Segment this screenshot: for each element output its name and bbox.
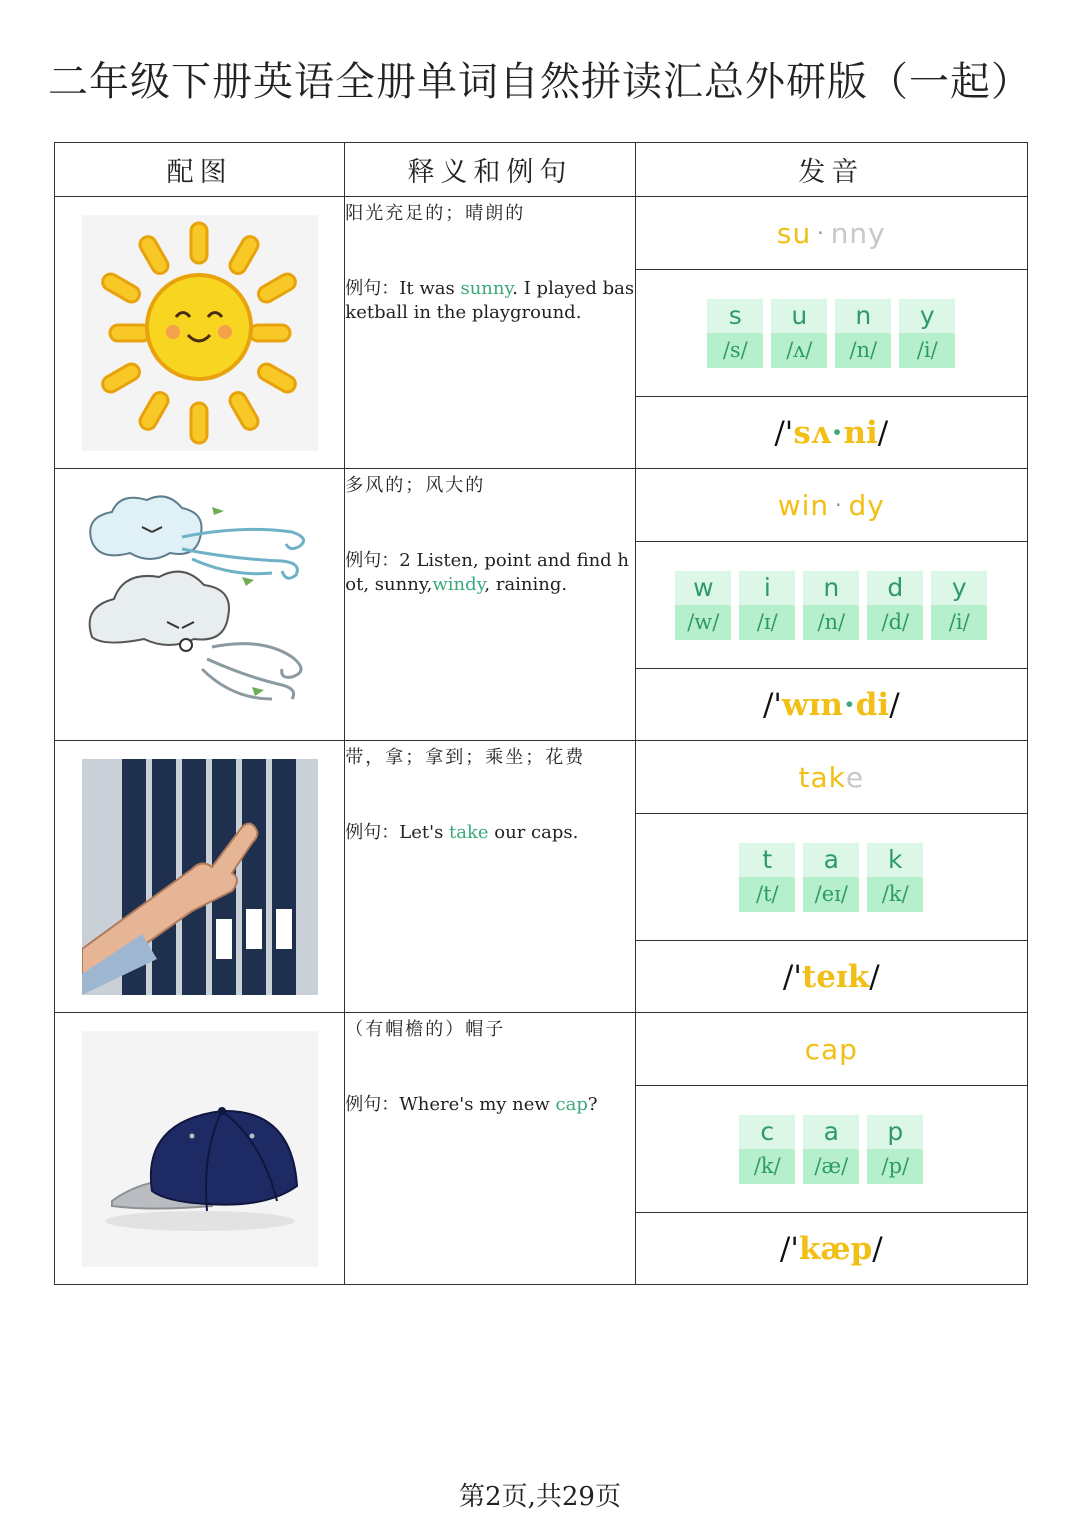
phonics-tile bbox=[739, 843, 795, 912]
meaning-text: （有帽檐的）帽子 bbox=[345, 1019, 506, 1040]
tile-phoneme: /n/ bbox=[803, 605, 859, 640]
ipa-close: / bbox=[872, 1230, 883, 1267]
example-keyword: windy bbox=[432, 574, 485, 595]
phonics-tile bbox=[739, 1115, 795, 1184]
ipa-transcription bbox=[636, 1213, 1027, 1284]
ipa-open: /' bbox=[782, 958, 802, 995]
pronunciation-cell bbox=[635, 741, 1027, 1013]
syllable-dot: · bbox=[817, 221, 825, 245]
phonics-tile bbox=[867, 843, 923, 912]
example-prefix: 例句： bbox=[345, 550, 400, 571]
tile-letter: d bbox=[867, 571, 923, 605]
ipa-close: / bbox=[869, 958, 880, 995]
phonics-tile bbox=[835, 299, 891, 368]
cap-icon bbox=[82, 1031, 318, 1267]
tile-letter: u bbox=[771, 299, 827, 333]
example-after: . I played basketball in the playground. bbox=[345, 278, 635, 323]
phonics-tiles bbox=[636, 270, 1027, 397]
ipa-open: /' bbox=[774, 414, 794, 451]
tile-phoneme: /eɪ/ bbox=[803, 877, 859, 912]
tile-letter: y bbox=[931, 571, 987, 605]
phonics-tiles bbox=[636, 1086, 1027, 1213]
image-cell bbox=[55, 197, 345, 469]
syllable-split bbox=[636, 741, 1027, 814]
ipa-close: / bbox=[889, 686, 900, 723]
example-keyword: take bbox=[449, 822, 489, 843]
table-row bbox=[55, 197, 1028, 469]
tile-phoneme: /i/ bbox=[899, 333, 955, 368]
tile-phoneme: /w/ bbox=[675, 605, 731, 640]
hand-taking-folder-icon bbox=[82, 759, 318, 995]
phonics-tiles bbox=[636, 542, 1027, 669]
ipa-part-1: teɪk bbox=[801, 958, 870, 995]
tile-phoneme: /p/ bbox=[867, 1149, 923, 1184]
header-image: 配图 bbox=[55, 143, 345, 197]
syllable-dot: · bbox=[835, 493, 843, 517]
table-row bbox=[55, 741, 1028, 1013]
example-prefix: 例句： bbox=[345, 278, 400, 299]
pronunciation-cell bbox=[635, 469, 1027, 741]
meaning-cell bbox=[345, 469, 635, 741]
meaning-cell bbox=[345, 1013, 635, 1285]
pronunciation-cell bbox=[635, 197, 1027, 469]
ipa-dot: · bbox=[843, 686, 855, 723]
tile-letter: k bbox=[867, 843, 923, 877]
meaning-text: 阳光充足的；晴朗的 bbox=[345, 203, 526, 224]
meaning-text: 多风的；风大的 bbox=[345, 475, 486, 496]
example-after: our caps. bbox=[488, 822, 579, 843]
example-sentence bbox=[345, 549, 634, 597]
syllable-2: e bbox=[845, 760, 865, 794]
example-before: Let's bbox=[399, 822, 450, 843]
example-before: It was bbox=[399, 278, 461, 299]
ipa-dot: · bbox=[831, 414, 843, 451]
tile-phoneme: /ɪ/ bbox=[739, 605, 795, 640]
tile-letter: n bbox=[835, 299, 891, 333]
header-pronunciation: 发音 bbox=[635, 143, 1027, 197]
ipa-transcription bbox=[636, 941, 1027, 1012]
tile-letter: i bbox=[739, 571, 795, 605]
ipa-transcription bbox=[636, 397, 1027, 468]
tile-phoneme: /n/ bbox=[835, 333, 891, 368]
table-header-row bbox=[55, 143, 1028, 197]
phonics-tile bbox=[803, 571, 859, 640]
syllable-1: cap bbox=[804, 1032, 858, 1066]
wind-cloud-icon bbox=[82, 487, 318, 723]
tile-letter: s bbox=[707, 299, 763, 333]
phonics-tile bbox=[867, 1115, 923, 1184]
syllable-2: nny bbox=[830, 216, 886, 250]
example-sentence bbox=[345, 821, 634, 845]
syllable-split bbox=[636, 197, 1027, 270]
phonics-tile bbox=[803, 1115, 859, 1184]
tile-phoneme: /i/ bbox=[931, 605, 987, 640]
phonics-tile bbox=[899, 299, 955, 368]
syllable-split bbox=[636, 1013, 1027, 1086]
example-prefix: 例句： bbox=[345, 822, 400, 843]
sun-icon bbox=[82, 215, 318, 451]
syllable-1: tak bbox=[798, 760, 846, 794]
phonics-tile bbox=[867, 571, 923, 640]
tile-phoneme: /t/ bbox=[739, 877, 795, 912]
example-sentence bbox=[345, 277, 634, 325]
tile-phoneme: /ʌ/ bbox=[771, 333, 827, 368]
syllable-1: win bbox=[777, 488, 830, 522]
phonics-tile bbox=[675, 571, 731, 640]
tile-phoneme: /æ/ bbox=[803, 1149, 859, 1184]
tile-phoneme: /k/ bbox=[739, 1149, 795, 1184]
meaning-text: 带，拿；拿到；乘坐；花费 bbox=[345, 747, 586, 768]
example-after: , raining. bbox=[484, 574, 568, 595]
ipa-open: /' bbox=[779, 1230, 799, 1267]
tile-letter: p bbox=[867, 1115, 923, 1149]
ipa-part-1: wɪn bbox=[781, 686, 843, 723]
table-row bbox=[55, 1013, 1028, 1285]
ipa-part-2: di bbox=[855, 686, 890, 723]
header-meaning: 释义和例句 bbox=[345, 143, 635, 197]
ipa-close: / bbox=[877, 414, 889, 451]
image-cell bbox=[55, 1013, 345, 1285]
example-before: Where's my new bbox=[399, 1094, 556, 1115]
tile-letter: a bbox=[803, 843, 859, 877]
tile-letter: c bbox=[739, 1115, 795, 1149]
tile-letter: n bbox=[803, 571, 859, 605]
image-cell bbox=[55, 741, 345, 1013]
syllable-split bbox=[636, 469, 1027, 542]
example-keyword: cap bbox=[555, 1094, 588, 1115]
example-keyword: sunny bbox=[460, 278, 513, 299]
pronunciation-cell bbox=[635, 1013, 1027, 1285]
example-sentence bbox=[345, 1093, 634, 1117]
page-footer: 第2页,共29页 bbox=[459, 1482, 621, 1512]
phonics-tiles bbox=[636, 814, 1027, 941]
ipa-part-2: ni bbox=[843, 414, 878, 451]
phonics-tile bbox=[803, 843, 859, 912]
phonics-tile bbox=[771, 299, 827, 368]
ipa-part-1: sʌ bbox=[793, 414, 831, 451]
example-after: ? bbox=[587, 1094, 598, 1115]
tile-letter: w bbox=[675, 571, 731, 605]
vocabulary-table bbox=[54, 142, 1028, 1285]
example-prefix: 例句： bbox=[345, 1094, 400, 1115]
ipa-transcription bbox=[636, 669, 1027, 740]
meaning-cell bbox=[345, 741, 635, 1013]
table-row bbox=[55, 469, 1028, 741]
tile-letter: y bbox=[899, 299, 955, 333]
tile-letter: t bbox=[739, 843, 795, 877]
meaning-cell bbox=[345, 197, 635, 469]
syllable-1: su bbox=[776, 216, 812, 250]
tile-phoneme: /k/ bbox=[867, 877, 923, 912]
phonics-tile bbox=[931, 571, 987, 640]
tile-phoneme: /s/ bbox=[707, 333, 763, 368]
page-title: 二年级下册英语全册单词自然拼读汇总外研版（一起） bbox=[48, 59, 1032, 105]
image-cell bbox=[55, 469, 345, 741]
ipa-part-1: kæp bbox=[798, 1230, 873, 1267]
tile-letter: a bbox=[803, 1115, 859, 1149]
phonics-tile bbox=[707, 299, 763, 368]
phonics-tile bbox=[739, 571, 795, 640]
example-before: 2 Listen, point and find hot, sunny, bbox=[345, 550, 630, 595]
tile-phoneme: /d/ bbox=[867, 605, 923, 640]
syllable-2: dy bbox=[848, 488, 885, 522]
ipa-open: /' bbox=[762, 686, 782, 723]
